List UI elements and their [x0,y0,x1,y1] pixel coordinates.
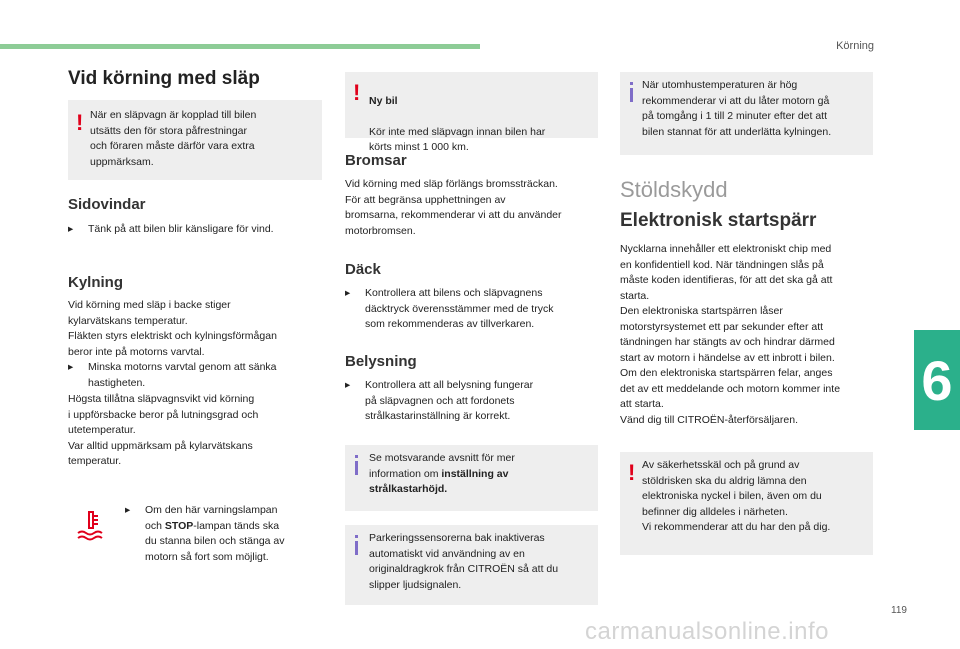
info-text: När utomhustemperaturen är hög rekommenderar vi att du låter motorn gå på tomgång i 1 till 2 minuter efter det att bilen stannat för att underlätta kylningen. [642,79,832,138]
warning-icon: ! [76,110,84,135]
section-title-stoldskydd: Stöldskydd [620,177,728,202]
bullet-text: Kontrollera att all belysning fungerar på släpvagnen och att fordonets strålkastarinställning är korrekt. [365,379,534,422]
kylning-paragraph-1: Vid körning med släp i backe stiger kylarvätskans temperatur. Fläkten styrs elektriskt och kylningsförmågan beror inte på motorns varvtal. [68,299,277,358]
info-icon [355,535,358,555]
chapter-tab [914,330,960,430]
page-number: 119 [891,605,907,616]
info-text: Parkeringssensorerna bak inaktiveras automatiskt vid användning av en originaldragkrok från CITROËN så att du slipper ljudsignalen. [369,532,559,591]
arrow-bullet-icon: ▸ [345,287,351,299]
info-box-parking-sensors [345,525,598,605]
arrow-bullet-icon: ▸ [345,379,351,391]
heading-sidovindar: Sidovindar [68,196,146,213]
warning-icon: ! [353,80,361,105]
bromsar-text: Vid körning med släp förlängs bromssträckan. För att begränsa upphettningen av bromsarna, rekommenderar vi att du använder motorbromsen. [345,178,562,237]
heading-belysning: Belysning [345,353,417,370]
bullet-kylning [68,360,322,392]
arrow-bullet-icon: ▸ [68,223,74,235]
heading-kylning: Kylning [68,274,123,291]
arrow-bullet-icon: ▸ [125,504,131,516]
heading-elektronisk-startsparr: Elektronisk startspärr [620,210,817,231]
warning-box-trailer [68,100,322,180]
bullet-dack [345,286,600,334]
lamp-note-bold: STOP [164,519,194,532]
chapter-number: 6 [921,348,953,412]
warning-box-new-car [345,72,598,153]
header-section-label: Körning [836,40,874,52]
bullet-belysning [345,378,600,426]
watermark: carmanualsonline.info [585,618,829,645]
new-car-text: Kör inte med släpvagn innan bilen har körts minst 1 000 km. [369,125,546,153]
warning-icon: ! [628,460,636,485]
warning-text: När en släpvagn är kopplad till bilen utsätts den för stora påfrestningar och föraren måste därför vara extra uppmärksam. [90,109,257,168]
info-prefix: Se motsvarande avsnitt för mer information om [369,452,515,480]
heading-bromsar: Bromsar [345,152,407,169]
startsparr-text: Nycklarna innehåller ett elektroniskt chip med en konfidentiell kod. När tändningen slås på måste koden identifieras, för att det ska gå att starta. Den elektroniska startspärren låser motorstyrsystemet ett par sekunder efter att tändningen har stängts av och hindrar därmed start av motorn i händelse av ett inbrott i bilen. Om den elektroniska startspärren felar, anges det av ett meddelande och motorn kommer inte att starta. Vänd dig till CITROËN-återförsäljaren. [620,243,841,426]
warning-box-key [620,452,873,555]
bullet-text: Kontrollera att bilens och släpvagnens däcktryck överensstämmer med de tryck som rekommenderas av tillverkaren. [365,287,554,330]
info-box-cooling [620,72,873,155]
top-accent-bar [0,44,480,49]
bullet-text: Minska motorns varvtal genom att sänka hastigheten. [88,361,277,389]
info-icon [630,82,633,102]
heading-dack: Däck [345,261,381,278]
lamp-note-prefix: Om den här varningslampan och [145,504,278,532]
bullet-text: Tänk på att bilen blir känsligare för vind. [88,223,274,235]
new-car-title: Ny bil [369,94,398,107]
kylning-paragraph-2: Högsta tillåtna släpvagnsvikt vid körning i uppförsbacke beror på lutningsgrad och utetemperatur. Var alltid uppmärksam på kylarvätskans temperatur. [68,393,259,467]
info-box-headlight [345,445,598,511]
coolant-temperature-warning-icon [76,510,106,542]
page-title: Vid körning med släp [68,68,260,89]
arrow-bullet-icon: ▸ [68,361,74,373]
info-bold: inställning av strålkastarhöjd. [369,467,509,495]
warning-text: Av säkerhetsskäl och på grund av stöldrisken ska du aldrig lämna den elektroniska nyckel i bilen, även om du befinner dig alldeles i närheten. Vi rekommenderar att du har den på dig. [642,459,831,533]
lamp-note-suffix: -lampan tänds ska du stanna bilen och stänga av motorn så fort som möjligt. [145,519,285,563]
info-icon [355,455,358,475]
